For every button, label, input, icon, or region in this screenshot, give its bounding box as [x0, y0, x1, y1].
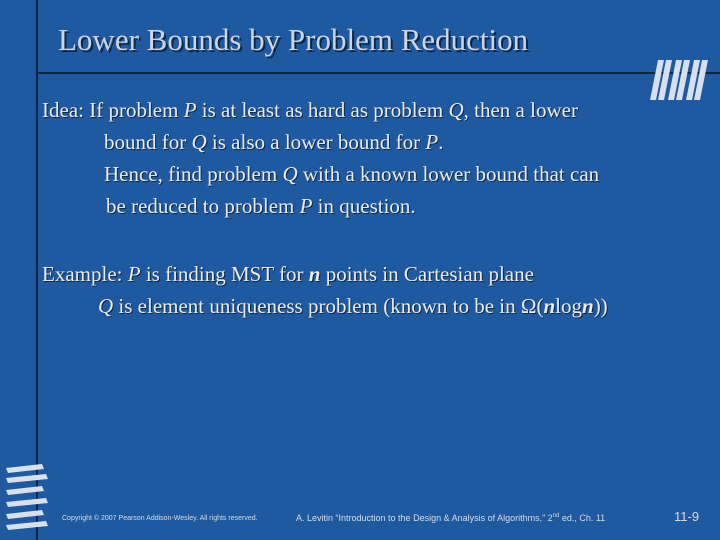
var-p: P: [425, 130, 439, 154]
example-paragraph: [42, 258, 608, 322]
var-q: Q: [448, 98, 464, 122]
var-n: n: [308, 262, 321, 286]
text-run: )): [593, 294, 608, 318]
text-run: log: [555, 294, 582, 318]
example-line-1: [42, 258, 608, 290]
text-run: in question.: [312, 194, 416, 218]
var-p: P: [183, 98, 197, 122]
page-number: 11-9: [674, 509, 700, 524]
superscript: nd: [552, 513, 560, 519]
idea-line-3: [42, 158, 599, 190]
idea-line-4: [42, 190, 599, 222]
text-run: , then a lower: [463, 98, 578, 122]
idea-label: Idea:: [42, 98, 84, 122]
var-p: P: [299, 194, 313, 218]
example-line-2: [42, 290, 608, 322]
text-run: with a known lower bound that can: [297, 162, 600, 186]
var-q: Q: [191, 130, 207, 154]
text-run: is finding MST for: [140, 262, 309, 286]
frame-horizontal-line: [36, 72, 720, 74]
striped-m-logo-icon: [646, 56, 714, 102]
footer-copyright: Copyright © 2007 Pearson Addison-Wesley. All rights reserved.: [62, 515, 258, 522]
text-run: ed., Ch. 11: [559, 513, 606, 523]
text-run: be reduced to problem: [106, 194, 300, 218]
var-p: P: [127, 262, 141, 286]
var-n: n: [543, 294, 556, 318]
text-run: is element uniqueness problem (known to be in: [113, 294, 521, 318]
var-q: Q: [282, 162, 298, 186]
idea-paragraph: [42, 94, 599, 222]
var-n: n: [582, 294, 594, 318]
slide-title: Lower Bounds by Problem Reduction: [58, 22, 529, 57]
omega-symbol: Ω(: [520, 294, 544, 318]
idea-line-1: [42, 94, 599, 126]
text-run: A. Levitin “Introduction to the Design & Analysis of Algorithms,” 2: [296, 513, 553, 523]
example-label: Example:: [42, 262, 123, 286]
striped-bars-logo-icon: [2, 462, 52, 532]
var-q: Q: [98, 294, 114, 318]
text-run: If problem: [89, 98, 184, 122]
frame-vertical-line: [36, 0, 38, 540]
text-run: Hence, find problem: [104, 162, 283, 186]
text-run: .: [438, 130, 444, 154]
idea-line-2: [42, 126, 599, 158]
text-run: bound for: [104, 130, 192, 154]
footer-citation: [296, 513, 605, 523]
text-run: is also a lower bound for: [206, 130, 426, 154]
text-run: points in Cartesian plane: [320, 262, 534, 286]
text-run: is at least as hard as problem: [196, 98, 449, 122]
